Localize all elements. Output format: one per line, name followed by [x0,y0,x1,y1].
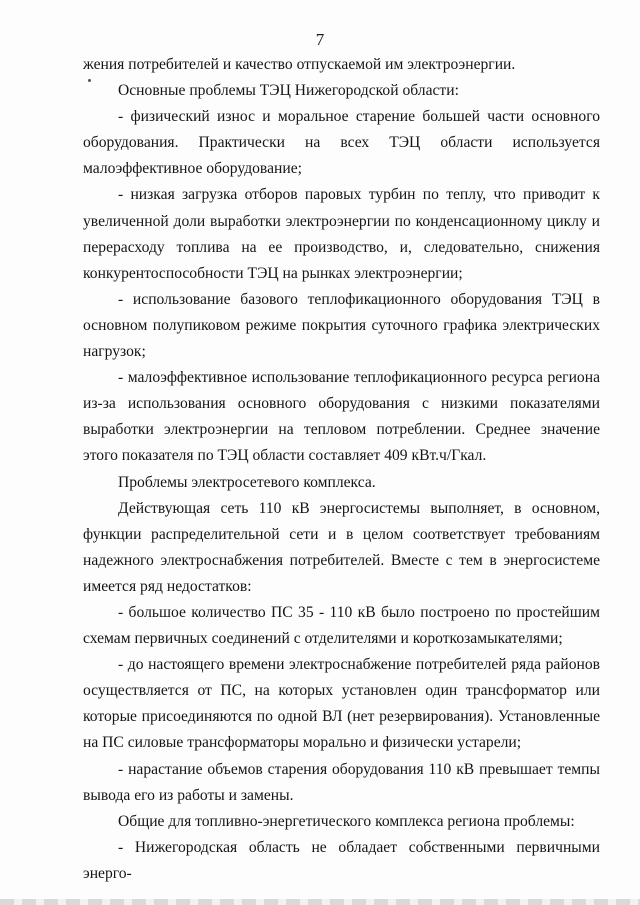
paragraph: жения потребителей и качество отпускаемой им электроэнергии. [83,56,516,73]
scan-edge [0,899,640,905]
paragraph: - до настоящего времени электроснабжение потребителей ряда районов осуществляется от ПС, на которых установлен один трансформатор или которые присоединяются по одной ВЛ (нет резервирования). Установленные на ПС силовые трансформаторы морально и физически устарели; [83,656,600,752]
paragraph: Действующая сеть 110 кВ энергосистемы выполняет, в основном, функции распределительной сети и в целом соответствует требованиям надежного электроснабжения потребителей. Вместе с тем в энергосистеме имеется ряд недостатков: [83,499,600,595]
paragraph: - нарастание объемов старения оборудования 110 кВ превышает темпы вывода его из работы и замены. [83,760,600,804]
paragraph: - использование базового теплофикационного оборудования ТЭЦ в основном полупиковом режиме покрытия суточного графика электрических нагрузок; [83,290,600,361]
paragraph: - низкая загрузка отборов паровых турбин по теплу, что приводит к увеличенной доли выработки электроэнергии по конденсационному циклу и перерасходу топлива на ее производство, и, следовательно, снижения конкурентоспособности ТЭЦ на рынках электроэнергии; [83,186,600,282]
paragraph: Общие для топливно-энергетического комплекса региона проблемы: [118,812,575,830]
paragraph: - физический износ и моральное старение большей части основного оборудования. Практически на всех ТЭЦ области используется малоэффективное оборудование; [83,108,600,178]
paragraph: Проблемы электросетевого комплекса. [118,473,376,491]
paragraph: - большое количество ПС 35 - 110 кВ было построено по простейшим схемам первичных соединений с отделителями и короткозамыкателями; [83,603,600,648]
page-number: 7 [315,30,325,49]
paragraph: - малоэффективное использование теплофикационного ресурса региона из-за использования основного оборудования с низкими показателями выработки электроэнергии на тепловом потреблении. Среднее значение этого показателя по ТЭЦ области составляет 409 кВт.ч/Гкал. [83,369,600,465]
body-text [83,52,600,887]
paragraph: - Нижегородская область не обладает собственными первичными энерго- [83,838,600,882]
paragraph: Основные проблемы ТЭЦ Нижегородской области: [118,82,459,100]
